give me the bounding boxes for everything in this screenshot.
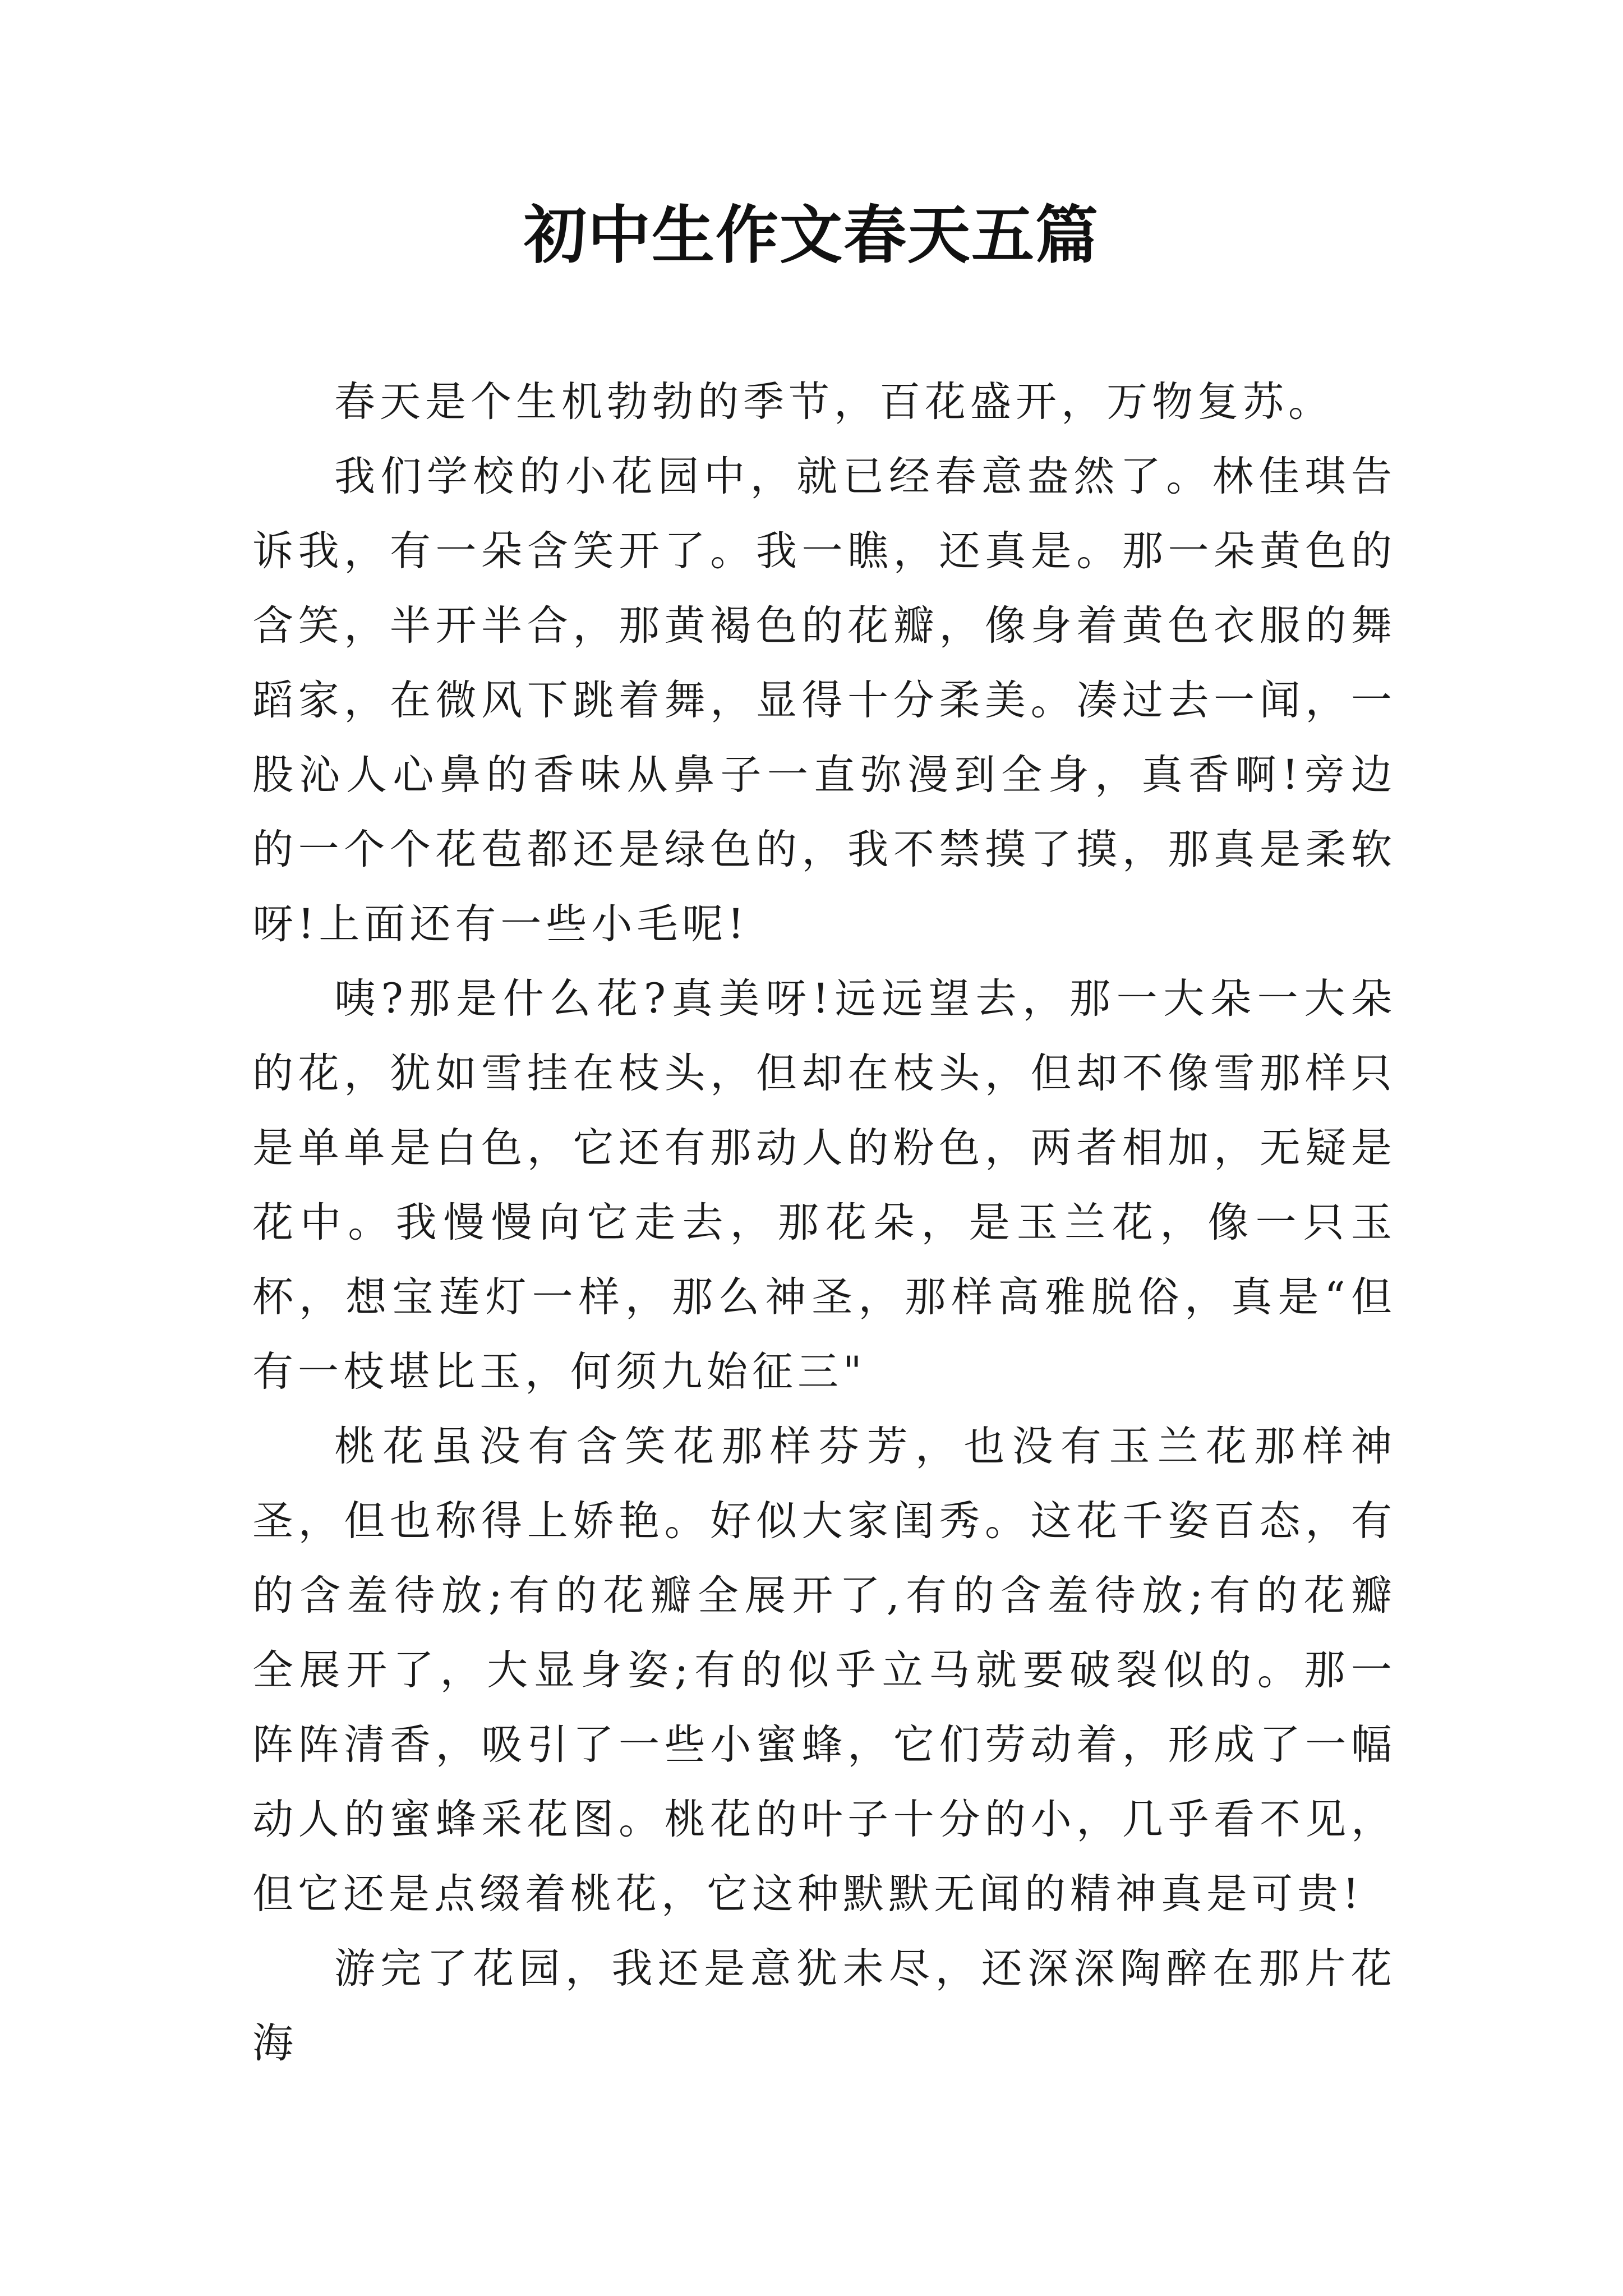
paragraph-3: 咦?那是什么花?真美呀!远远望去，那一大朵一大朵的花，犹如雪挂在枝头，但却在枝头，但却不像雪那样只是单单是白色，它还有那动人的粉色，两者相加，无疑是花中。我慢慢向它走去，那花朵，是玉兰花，像一只玉杯，想宝莲灯一样，那么神圣，那样高雅脱俗，真是“但有一枝堪比玉，何须九始征三" bbox=[252, 975, 1396, 1396]
paragraph-5: 游完了花园，我还是意犹未尽，还深深陶醉在那片花海 bbox=[252, 1945, 1396, 2067]
paragraph-2: 我们学校的小花园中，就已经春意盎然了。林佳琪告诉我，有一朵含笑开了。我一瞧，还真是。那一朵黄色的含笑，半开半合，那黄褐色的花瓣，像身着黄色衣服的舞蹈家，在微风下跳着舞，显得十分柔美。凑过去一闻，一股沁人心鼻的香味从鼻子一直弥漫到全身，真香啊!旁边的一个个花苞都还是绿色的，我不禁摸了摸，那真是柔软呀!上面还有一些小毛呢! bbox=[252, 453, 1396, 948]
document-title: 初中生作文春天五篇 bbox=[524, 199, 1099, 272]
paragraph-1: 春天是个生机勃勃的季节，百花盛开，万物复苏。 bbox=[334, 378, 1334, 426]
document-body bbox=[252, 365, 1396, 2081]
paragraph-4: 桃花虽没有含笑花那样芬芳，也没有玉兰花那样神圣，但也称得上娇艳。好似大家闺秀。这花千姿百态，有的含羞待放;有的花瓣全展开了,有的含羞待放;有的花瓣全展开了，大显身姿;有的似乎立马就要破裂似的。那一阵阵清香，吸引了一些小蜜蜂，它们劳动着，形成了一幅动人的蜜蜂采花图。桃花的叶子十分的小，几乎看不见，但它还是点缀着桃花，它这种默默无闻的精神真是可贵! bbox=[252, 1423, 1396, 1918]
